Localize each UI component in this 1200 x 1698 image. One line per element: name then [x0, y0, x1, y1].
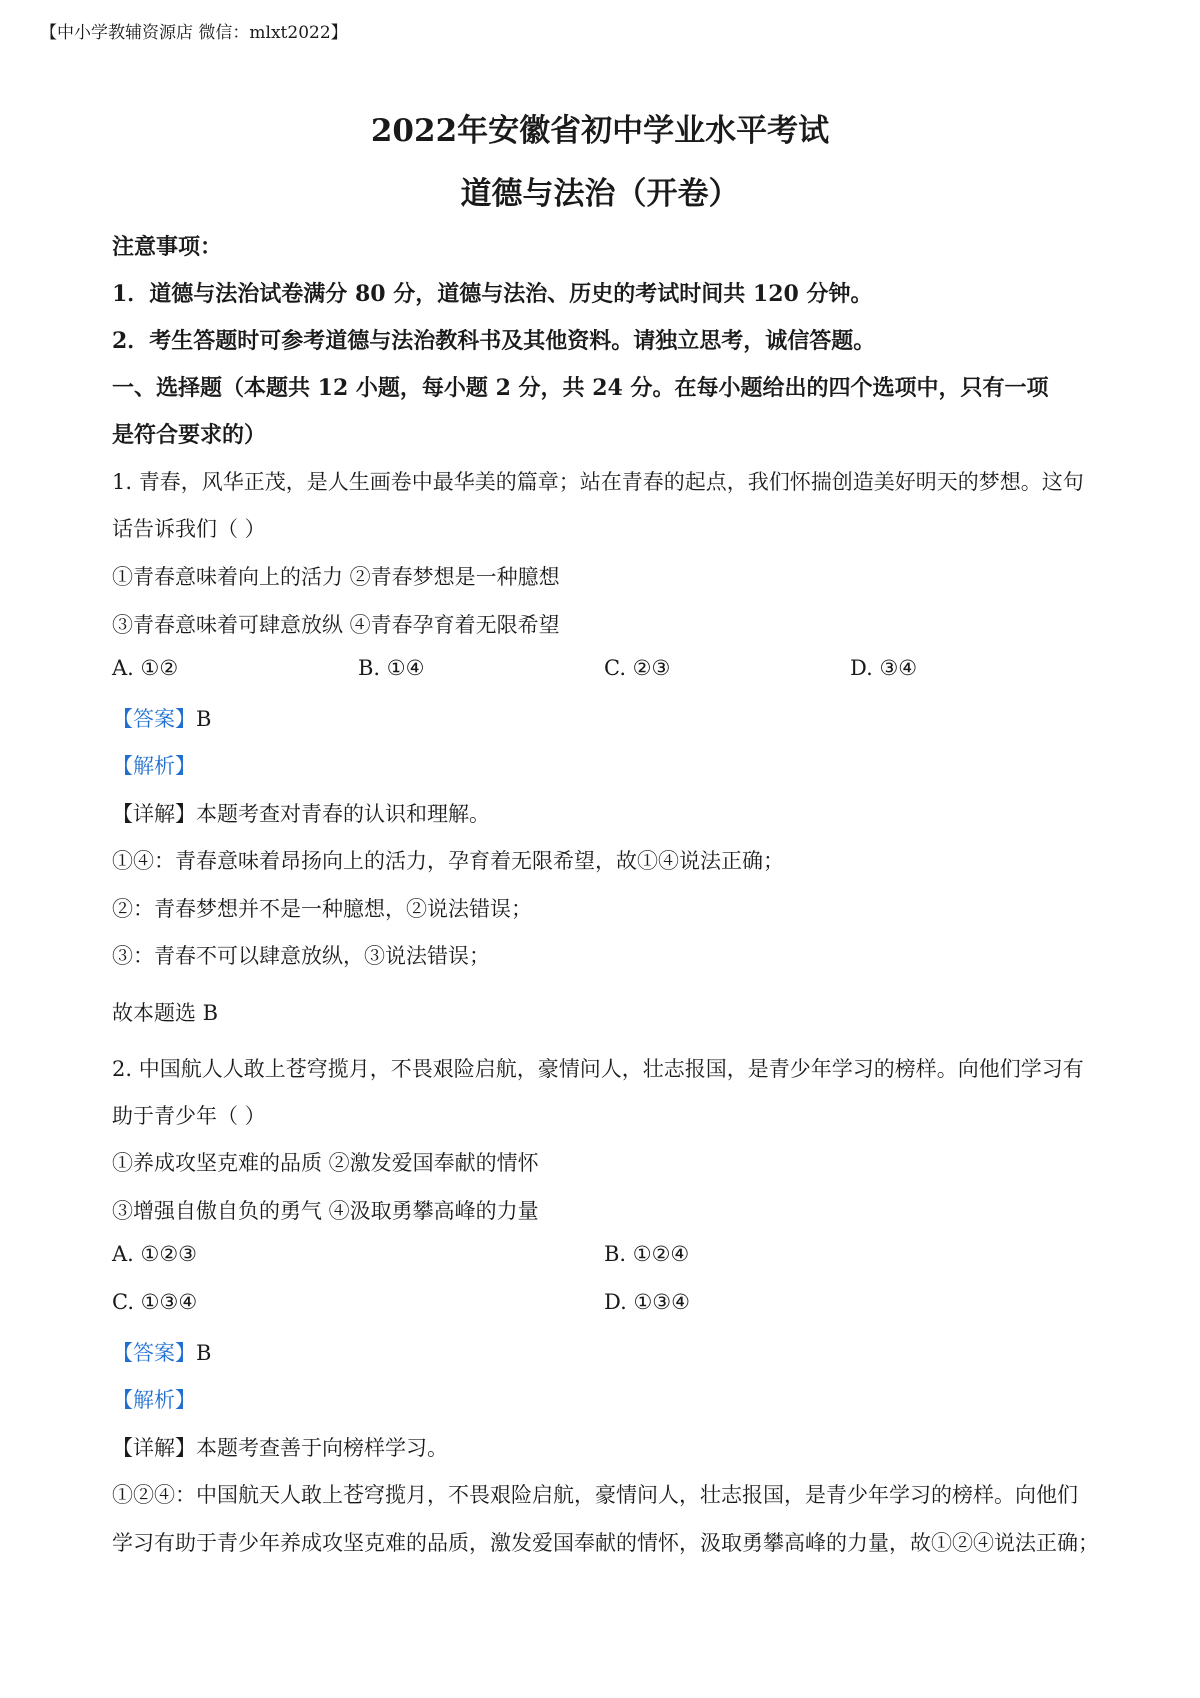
- q2-answer: [112, 1337, 211, 1367]
- q2-option-c: C. ①③④: [112, 1290, 198, 1314]
- q1-detail-3: ②：青春梦想并不是一种臆想，②说法错误；: [112, 897, 532, 921]
- q2-option-a: A. ①②③: [112, 1242, 197, 1266]
- q1-statement-1: ①青春意味着向上的活力 ②青春梦想是一种臆想: [112, 565, 560, 589]
- q2-statement-1: ①养成攻坚克难的品质 ②激发爱国奉献的情怀: [112, 1151, 539, 1175]
- q2-answer-tag: 【答案】: [112, 1341, 196, 1365]
- section-heading-line1: 一、选择题（本题共 12 小题，每小题 2 分，共 24 分。在每小题给出的四个选项中，只有一项: [112, 375, 1049, 401]
- q2-stem-line1: 2. 中国航人人敢上苍穹揽月，不畏艰险启航，豪情问人，壮志报国，是青少年学习的榜样。向他们学习有: [112, 1057, 1084, 1081]
- q2-detail-3: 学习有助于青少年养成攻坚克难的品质，激发爱国奉献的情怀，汲取勇攀高峰的力量，故①②④说法正确；: [112, 1531, 1099, 1555]
- q1-option-a: A. ①②: [112, 656, 179, 680]
- q1-detail-4: ③：青春不可以肆意放纵，③说法错误；: [112, 944, 490, 968]
- q2-statement-2: ③增强自傲自负的勇气 ④汲取勇攀高峰的力量: [112, 1199, 539, 1223]
- q1-option-c: C. ②③: [604, 656, 671, 680]
- q2-detail-1: 【详解】本题考查善于向榜样学习。: [112, 1436, 448, 1460]
- q2-detail-2: ①②④：中国航天人敢上苍穹揽月，不畏艰险启航，豪情问人，壮志报国，是青少年学习的榜样。向他们: [112, 1483, 1078, 1507]
- notice-heading: 注意事项：: [112, 234, 223, 260]
- q1-stem-line1: 1. 青春，风华正茂，是人生画卷中最华美的篇章；站在青春的起点，我们怀揣创造美好明天的梦想。这句: [112, 470, 1084, 494]
- q2-analysis-tag: 【解析】: [112, 1388, 196, 1412]
- q1-statement-2: ③青春意味着可肆意放纵 ④青春孕育着无限希望: [112, 613, 560, 637]
- exam-subtitle: 道德与法治（开卷）: [460, 176, 740, 212]
- q1-conclusion: 故本题选 B: [112, 1001, 219, 1025]
- q1-answer-value: B: [196, 707, 212, 731]
- q2-stem-line2: 助于青少年（ ）: [112, 1104, 266, 1128]
- q1-stem-line2: 话告诉我们（ ）: [112, 517, 266, 541]
- q2-option-d: D. ①③④: [604, 1290, 690, 1314]
- q1-detail-1: 【详解】本题考查对青春的认识和理解。: [112, 802, 490, 826]
- q1-option-d: D. ③④: [850, 656, 918, 680]
- q1-detail-2: ①④：青春意味着昂扬向上的活力，孕育着无限希望，故①④说法正确；: [112, 849, 784, 873]
- section-heading-line2: 是符合要求的）: [112, 422, 267, 448]
- exam-title: 2022年安徽省初中学业水平考试: [370, 113, 830, 149]
- q1-answer-tag: 【答案】: [112, 707, 196, 731]
- q1-analysis-tag: 【解析】: [112, 754, 196, 778]
- q2-answer-value: B: [196, 1341, 212, 1365]
- notice-item-1: 1．道德与法治试卷满分 80 分，道德与法治、历史的考试时间共 120 分钟。: [112, 281, 873, 307]
- q1-answer: [112, 703, 211, 733]
- watermark-text: 【中小学教辅资源店 微信：mlxt2022】: [40, 23, 348, 43]
- q1-option-b: B. ①④: [358, 656, 425, 680]
- notice-item-2: 2．考生答题时可参考道德与法治教科书及其他资料。请独立思考，诚信答题。: [112, 328, 876, 354]
- q2-option-b: B. ①②④: [604, 1242, 690, 1266]
